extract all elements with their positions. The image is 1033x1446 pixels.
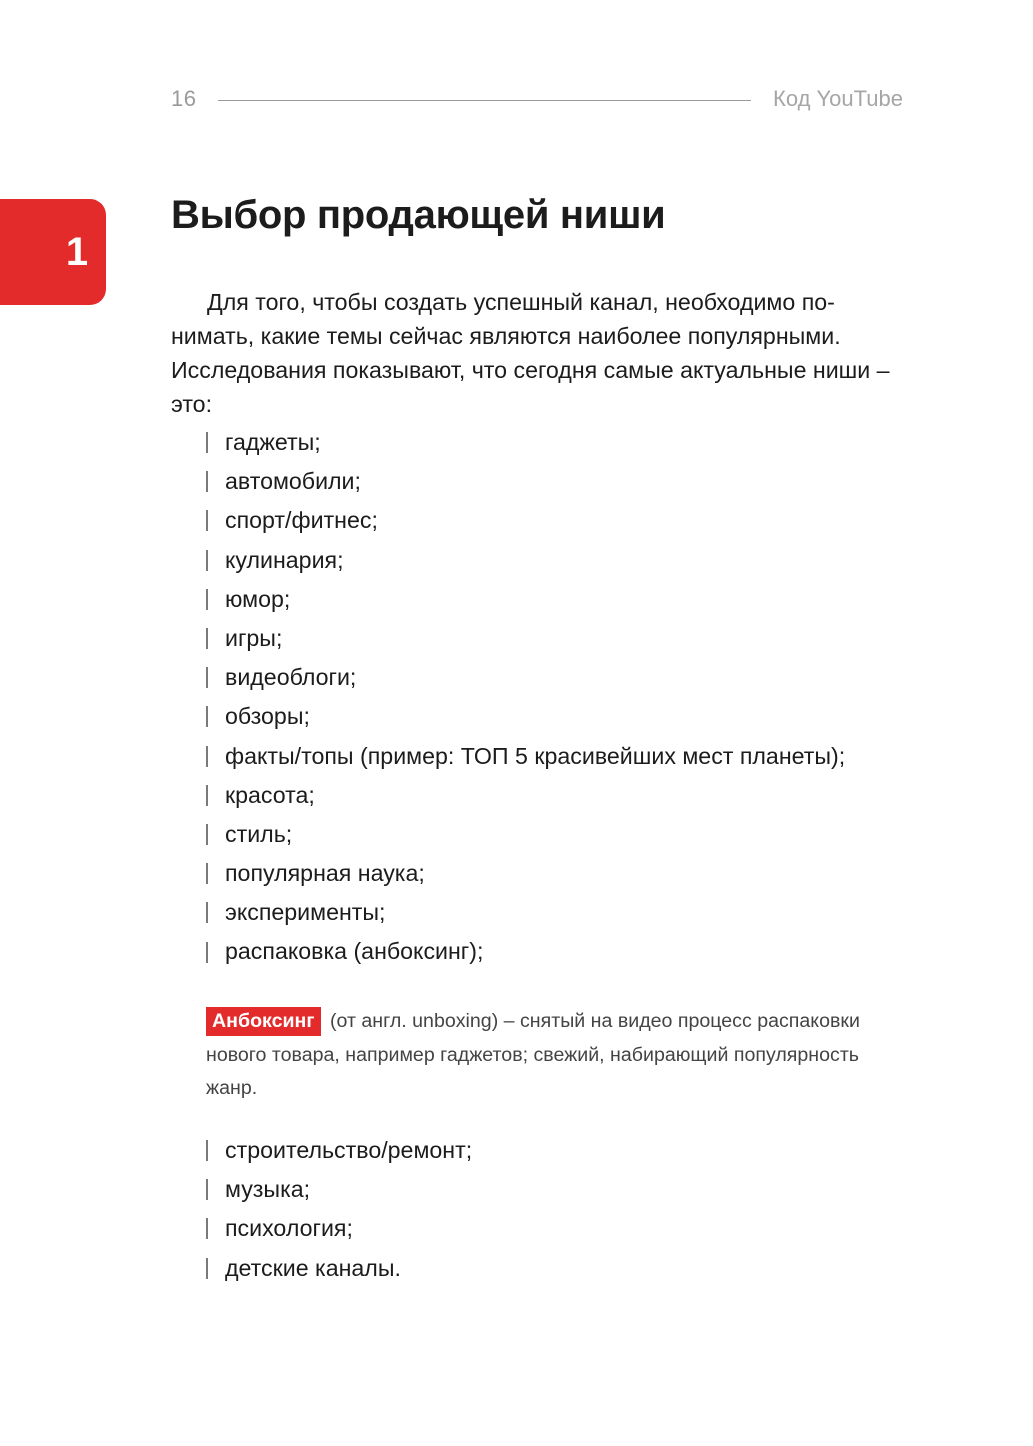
list-item-text: спорт/фитнес;	[225, 507, 378, 534]
list-item	[206, 815, 845, 854]
list-item-text: стиль;	[225, 820, 293, 847]
list-bar	[206, 942, 208, 963]
list-bar	[206, 667, 208, 688]
list-item	[206, 932, 845, 971]
list-item	[206, 893, 845, 932]
list-bar	[206, 550, 208, 571]
list-bar	[206, 785, 208, 806]
section-title: Выбор продающей ниши	[171, 193, 666, 237]
list-item-text: юмор;	[225, 585, 291, 612]
list-bar	[206, 902, 208, 923]
chapter-number: 1	[65, 230, 89, 274]
list-item	[206, 737, 845, 776]
list-bar	[206, 706, 208, 727]
list-item	[206, 1209, 472, 1248]
list-item-text: автомобили;	[225, 468, 361, 495]
list-bar	[206, 1179, 208, 1200]
niche-list-part2	[206, 1131, 472, 1288]
intro-paragraph: Для того, чтобы создать успешный канал, необходимо по-нимать, какие темы сейчас являются наиболее популярными. Исследования показывают, что сегодня самые актуальные ниши – это:	[171, 289, 890, 417]
list-item-text: обзоры;	[225, 703, 310, 730]
list-item	[206, 854, 845, 893]
list-item-text: игры;	[225, 624, 283, 651]
list-item-text: популярная наука;	[225, 860, 425, 887]
list-bar	[206, 1140, 208, 1161]
list-item-text: красота;	[225, 781, 315, 808]
list-item-text: факты/топы (пример: ТОП 5 красивейших мест планеты);	[225, 742, 846, 769]
list-item	[206, 697, 845, 736]
list-bar	[206, 510, 208, 531]
list-item-text: строительство/ремонт;	[225, 1137, 473, 1163]
list-item-text: распаковка (анбоксинг);	[225, 938, 484, 965]
list-item-text: видеоблоги;	[225, 664, 357, 691]
list-item	[206, 462, 845, 501]
list-item	[206, 1249, 472, 1288]
definition-text: (от англ. unboxing) – снятый на видео процесс распаковки нового товара, например гаджетов; свежий, набирающий популярность жанр.	[206, 1010, 860, 1099]
list-item	[206, 541, 845, 580]
running-title: Код YouTube	[773, 86, 903, 111]
list-item	[206, 580, 845, 619]
list-item	[206, 1131, 472, 1170]
list-item-text: гаджеты;	[225, 429, 321, 455]
list-item	[206, 423, 845, 462]
list-item	[206, 619, 845, 658]
list-bar	[206, 863, 208, 884]
niche-list-part1	[206, 423, 845, 972]
list-bar	[206, 1218, 208, 1239]
list-bar	[206, 824, 208, 845]
list-bar	[206, 471, 208, 492]
list-item-text: эксперименты;	[225, 899, 386, 926]
page-number: 16	[171, 86, 197, 111]
list-bar	[206, 746, 208, 767]
list-item-text: музыка;	[225, 1176, 311, 1203]
list-item	[206, 1170, 472, 1209]
list-item	[206, 658, 845, 697]
term-highlight: Анбоксинг	[206, 1007, 321, 1036]
list-bar	[206, 1258, 208, 1279]
list-item	[206, 501, 845, 540]
list-item	[206, 776, 845, 815]
header-divider	[218, 100, 751, 101]
list-bar	[206, 628, 208, 649]
definition-note	[206, 1005, 906, 1106]
list-item-text: кулинария;	[225, 546, 344, 573]
list-item-text: психология;	[225, 1215, 353, 1242]
list-bar	[206, 589, 208, 610]
list-item-text: детские каналы.	[225, 1254, 401, 1281]
list-bar	[206, 432, 208, 453]
page-header	[171, 84, 903, 114]
